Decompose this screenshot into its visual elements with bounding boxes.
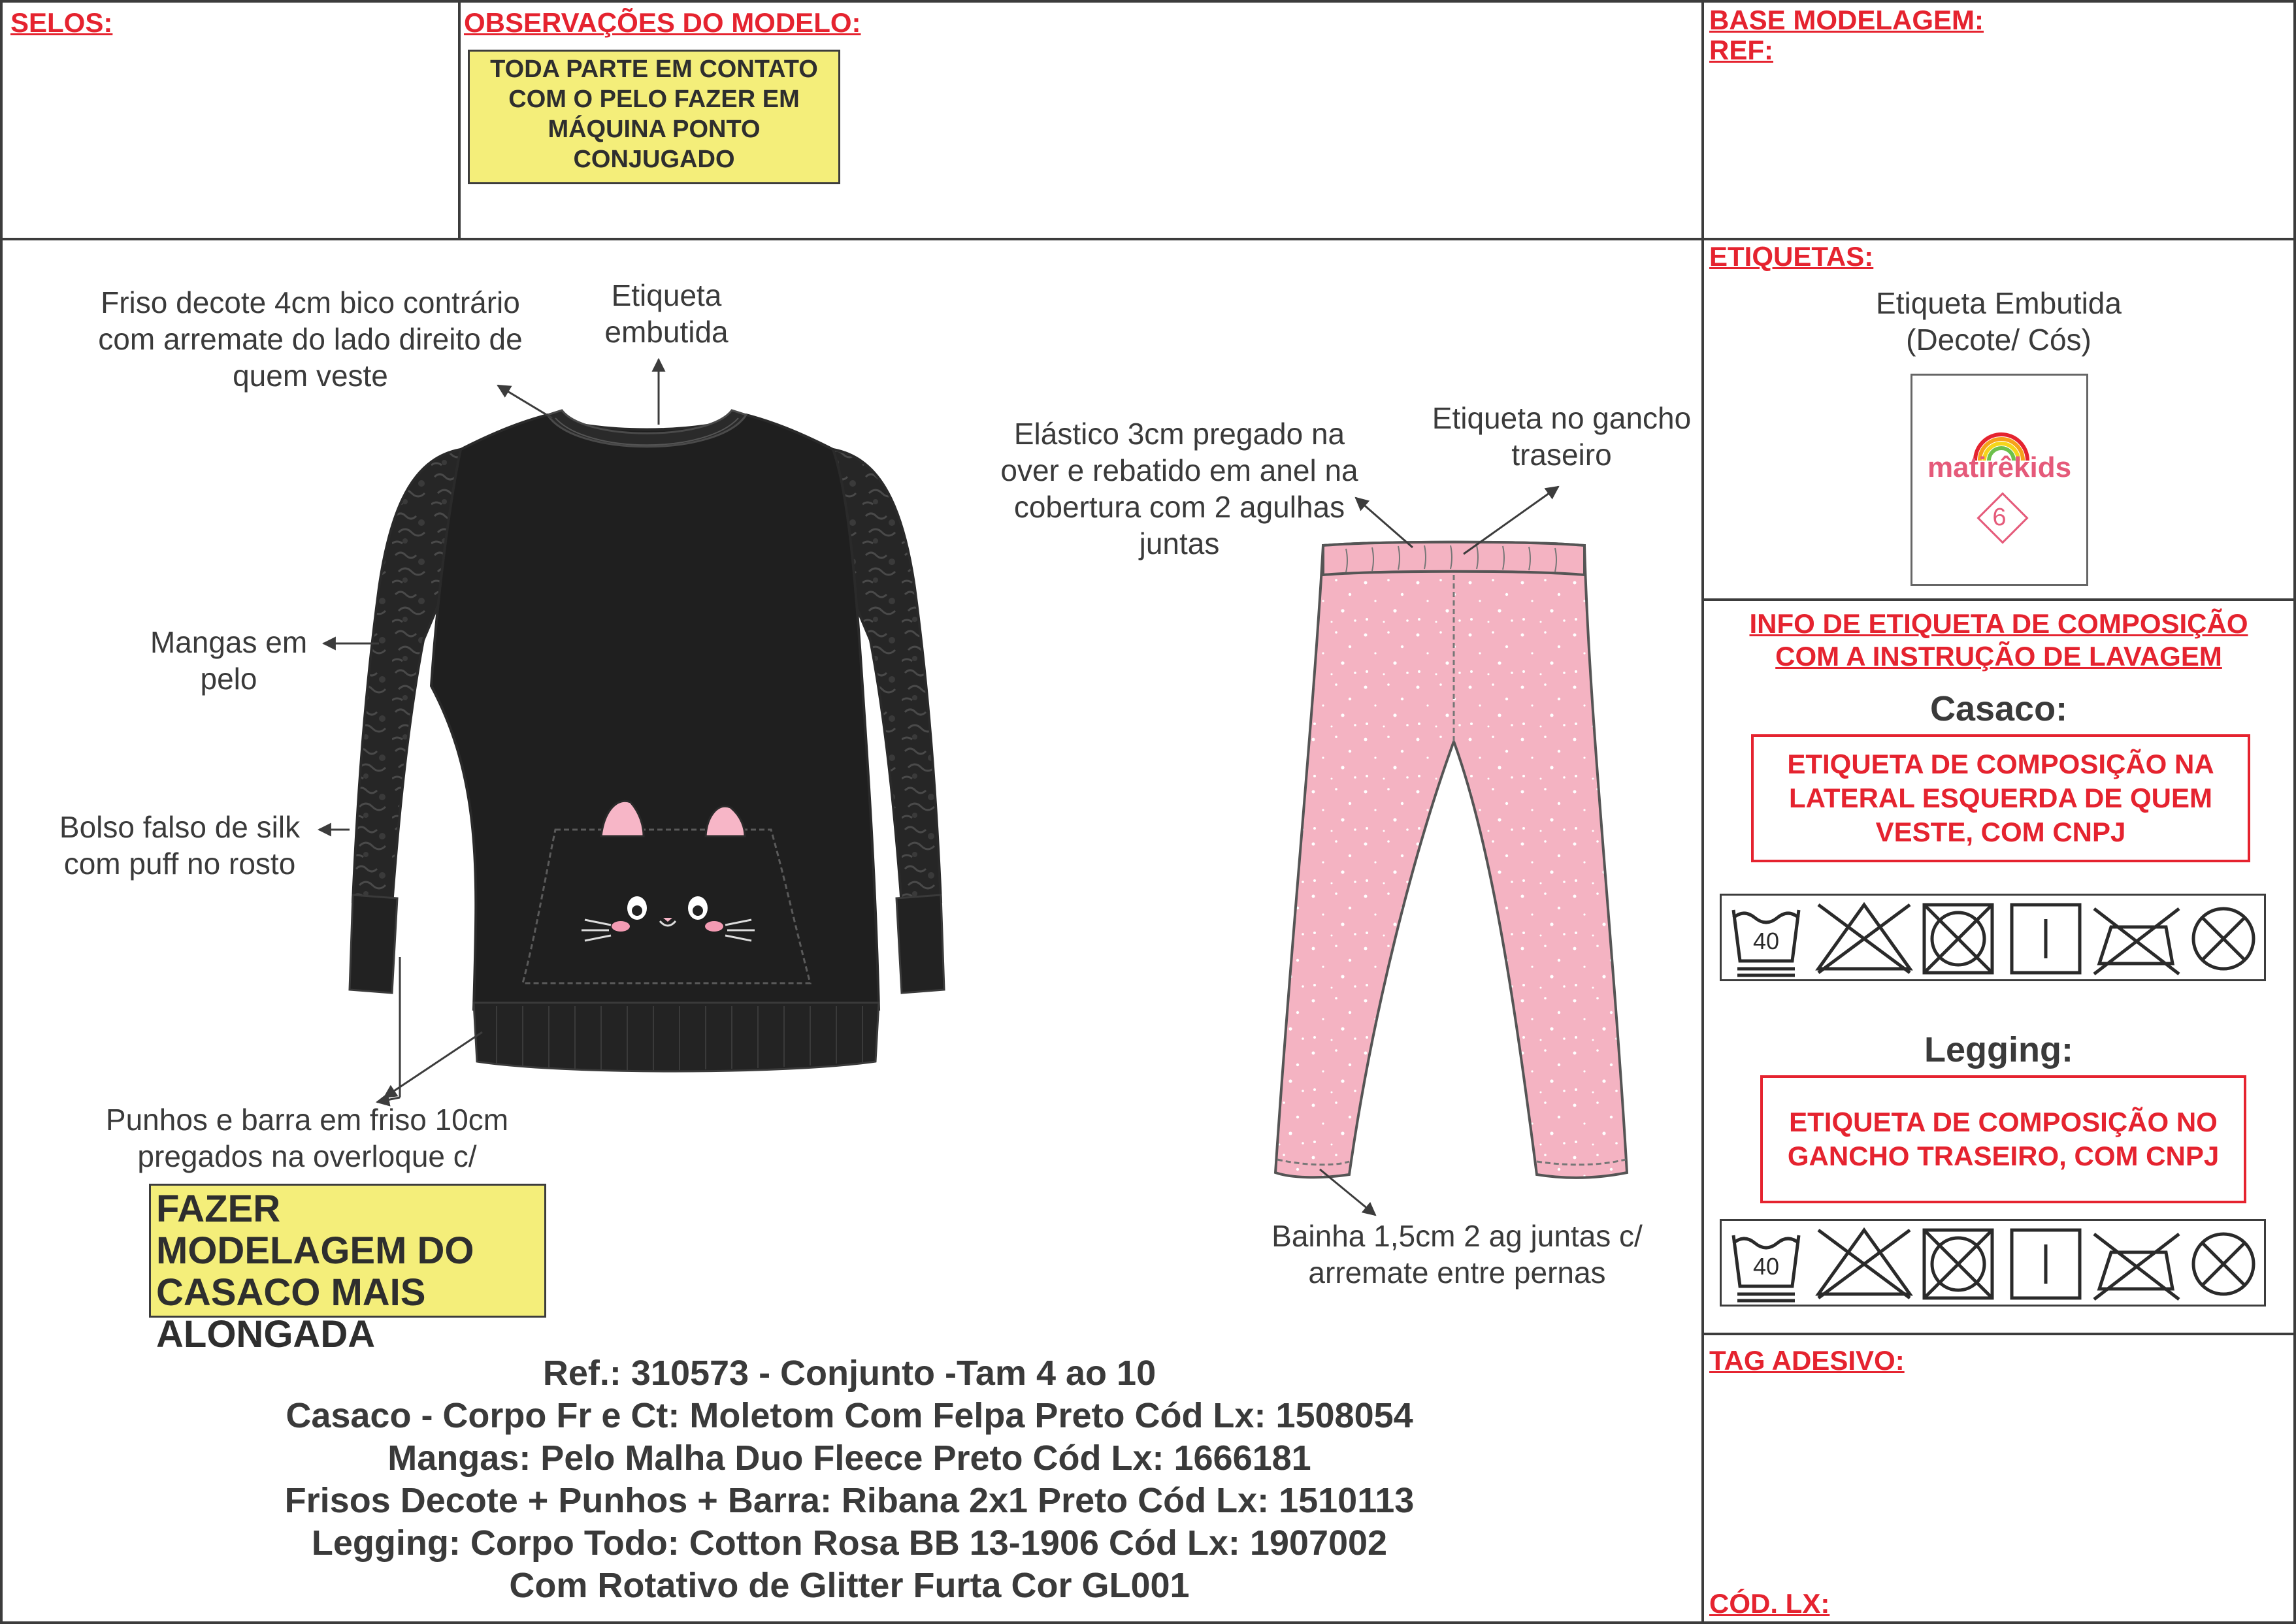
casaco-care-icons	[1722, 896, 2264, 979]
selos-label: SELOS:	[10, 7, 113, 38]
arrow-elastico	[1356, 498, 1413, 547]
legging-care-icons	[1722, 1221, 2264, 1305]
svg-text:40: 40	[1752, 928, 1780, 954]
jacket-left-cuff	[350, 895, 397, 993]
no-bleach-icon	[1818, 905, 1910, 973]
arrow-bainha	[1320, 1169, 1375, 1215]
no-dry-clean-icon	[2193, 909, 2254, 969]
wash-40-icon	[1733, 1235, 1799, 1301]
etiquetas-label: ETIQUETAS:	[1709, 241, 1874, 272]
line-dry-icon	[2012, 1230, 2080, 1298]
jacket-body	[431, 415, 879, 1009]
product-info-casaco: Casaco - Corpo Fr e Ct: Moletom Com Felpa Preto Cód Lx: 1508054	[286, 1396, 1413, 1435]
jacket-hem	[474, 1003, 879, 1071]
jacket-drawing	[350, 410, 944, 1071]
size-number: 6	[1992, 504, 2007, 531]
casaco-label: Casaco:	[1929, 689, 2068, 728]
note-etiqueta-gancho: Etiqueta no gancho traseiro	[1432, 401, 1692, 472]
base-modelagem-cell	[1701, 0, 2296, 240]
note-mangas: Mangas em pelo	[150, 625, 308, 696]
base-modelagem-label: BASE MODELAGEM:	[1709, 5, 1984, 35]
tag-adesivo-label: TAG ADESIVO:	[1709, 1345, 1905, 1376]
modelagem-note-text: FAZER MODELAGEM DO CASACO MAIS ALONGADA	[156, 1188, 474, 1356]
casaco-care-strip	[1720, 894, 2266, 981]
etiqueta-line1: Etiqueta Embutida	[1876, 286, 2122, 320]
no-tumble-dry-icon	[1924, 905, 1992, 973]
note-bainha: Bainha 1,5cm 2 ag juntas c/ arremate entre pernas	[1271, 1219, 1643, 1290]
note-punhos: Punhos e barra em friso 10cm pregados na overloque c/	[105, 1103, 509, 1173]
composicao-title-line2: COM A INSTRUÇÃO DE LAVAGEM	[1775, 641, 2222, 672]
brand-name: matirêkids	[1927, 451, 2072, 483]
line-dry-icon	[2012, 905, 2080, 973]
casaco-composicao-box: ETIQUETA DE COMPOSIÇÃO NA LATERAL ESQUERDA DE QUEM VESTE, COM CNPJ	[1751, 734, 2250, 862]
observacoes-note-text: TODA PARTE EM CONTATO COM O PELO FAZER EM MÁQUINA PONTO CONJUGADO	[490, 56, 818, 173]
jacket-right-cuff	[896, 895, 944, 993]
modelagem-note	[149, 1184, 546, 1356]
legging-care-strip	[1720, 1219, 2266, 1307]
no-bleach-icon	[1818, 1230, 1910, 1298]
product-info-ref: Ref.: 310573 - Conjunto -Tam 4 ao 10	[542, 1354, 1156, 1393]
no-dry-clean-icon	[2193, 1234, 2254, 1294]
no-iron-icon	[2094, 909, 2179, 974]
no-iron-icon	[2094, 1234, 2179, 1299]
legging-composicao-box: ETIQUETA DE COMPOSIÇÃO NO GANCHO TRASEIRO, COM CNPJ	[1760, 1075, 2246, 1203]
product-info-glitter: Com Rotativo de Glitter Furta Cor GL001	[509, 1566, 1190, 1605]
note-etiqueta-embutida: Etiqueta embutida	[604, 278, 729, 349]
etiqueta-line2: (Decote/ Cós)	[1906, 323, 2091, 357]
tag-adesivo-cell	[1701, 1333, 2296, 1624]
composicao-title	[1701, 608, 2296, 673]
product-info-legging: Legging: Corpo Todo: Cotton Rosa BB 13-1906 Cód Lx: 1907002	[311, 1523, 1388, 1563]
note-bolso: Bolso falso de silk com puff no rosto	[59, 810, 301, 881]
note-friso-decote: Friso decote 4cm bico contrário com arremate do lado direito de quem veste	[98, 285, 523, 393]
product-info-frisos: Frisos Decote + Punhos + Barra: Ribana 2x1 Preto Cód Lx: 1510113	[284, 1481, 1415, 1520]
cod-lx-label: CÓD. LX:	[1709, 1588, 1830, 1619]
legging-body	[1275, 542, 1627, 1178]
legging-drawing	[1275, 542, 1627, 1178]
observacoes-label: OBSERVAÇÕES DO MODELO:	[464, 7, 861, 38]
composicao-title-line1: INFO DE ETIQUETA DE COMPOSIÇÃO	[1749, 608, 2248, 639]
legging-waistband	[1323, 542, 1584, 575]
note-elastico: Elástico 3cm pregado na over e rebatido em anel na cobertura com 2 agulhas juntas	[1000, 417, 1358, 560]
ref-label: REF:	[1709, 35, 1773, 65]
brand-label-tag	[1911, 374, 2088, 586]
svg-text:40: 40	[1752, 1253, 1780, 1280]
legging-label: Legging:	[1924, 1030, 2073, 1069]
wash-40-icon	[1733, 910, 1799, 975]
no-tumble-dry-icon	[1924, 1230, 1992, 1298]
product-info-mangas: Mangas: Pelo Malha Duo Fleece Preto Cód Lx: 1666181	[387, 1438, 1311, 1478]
